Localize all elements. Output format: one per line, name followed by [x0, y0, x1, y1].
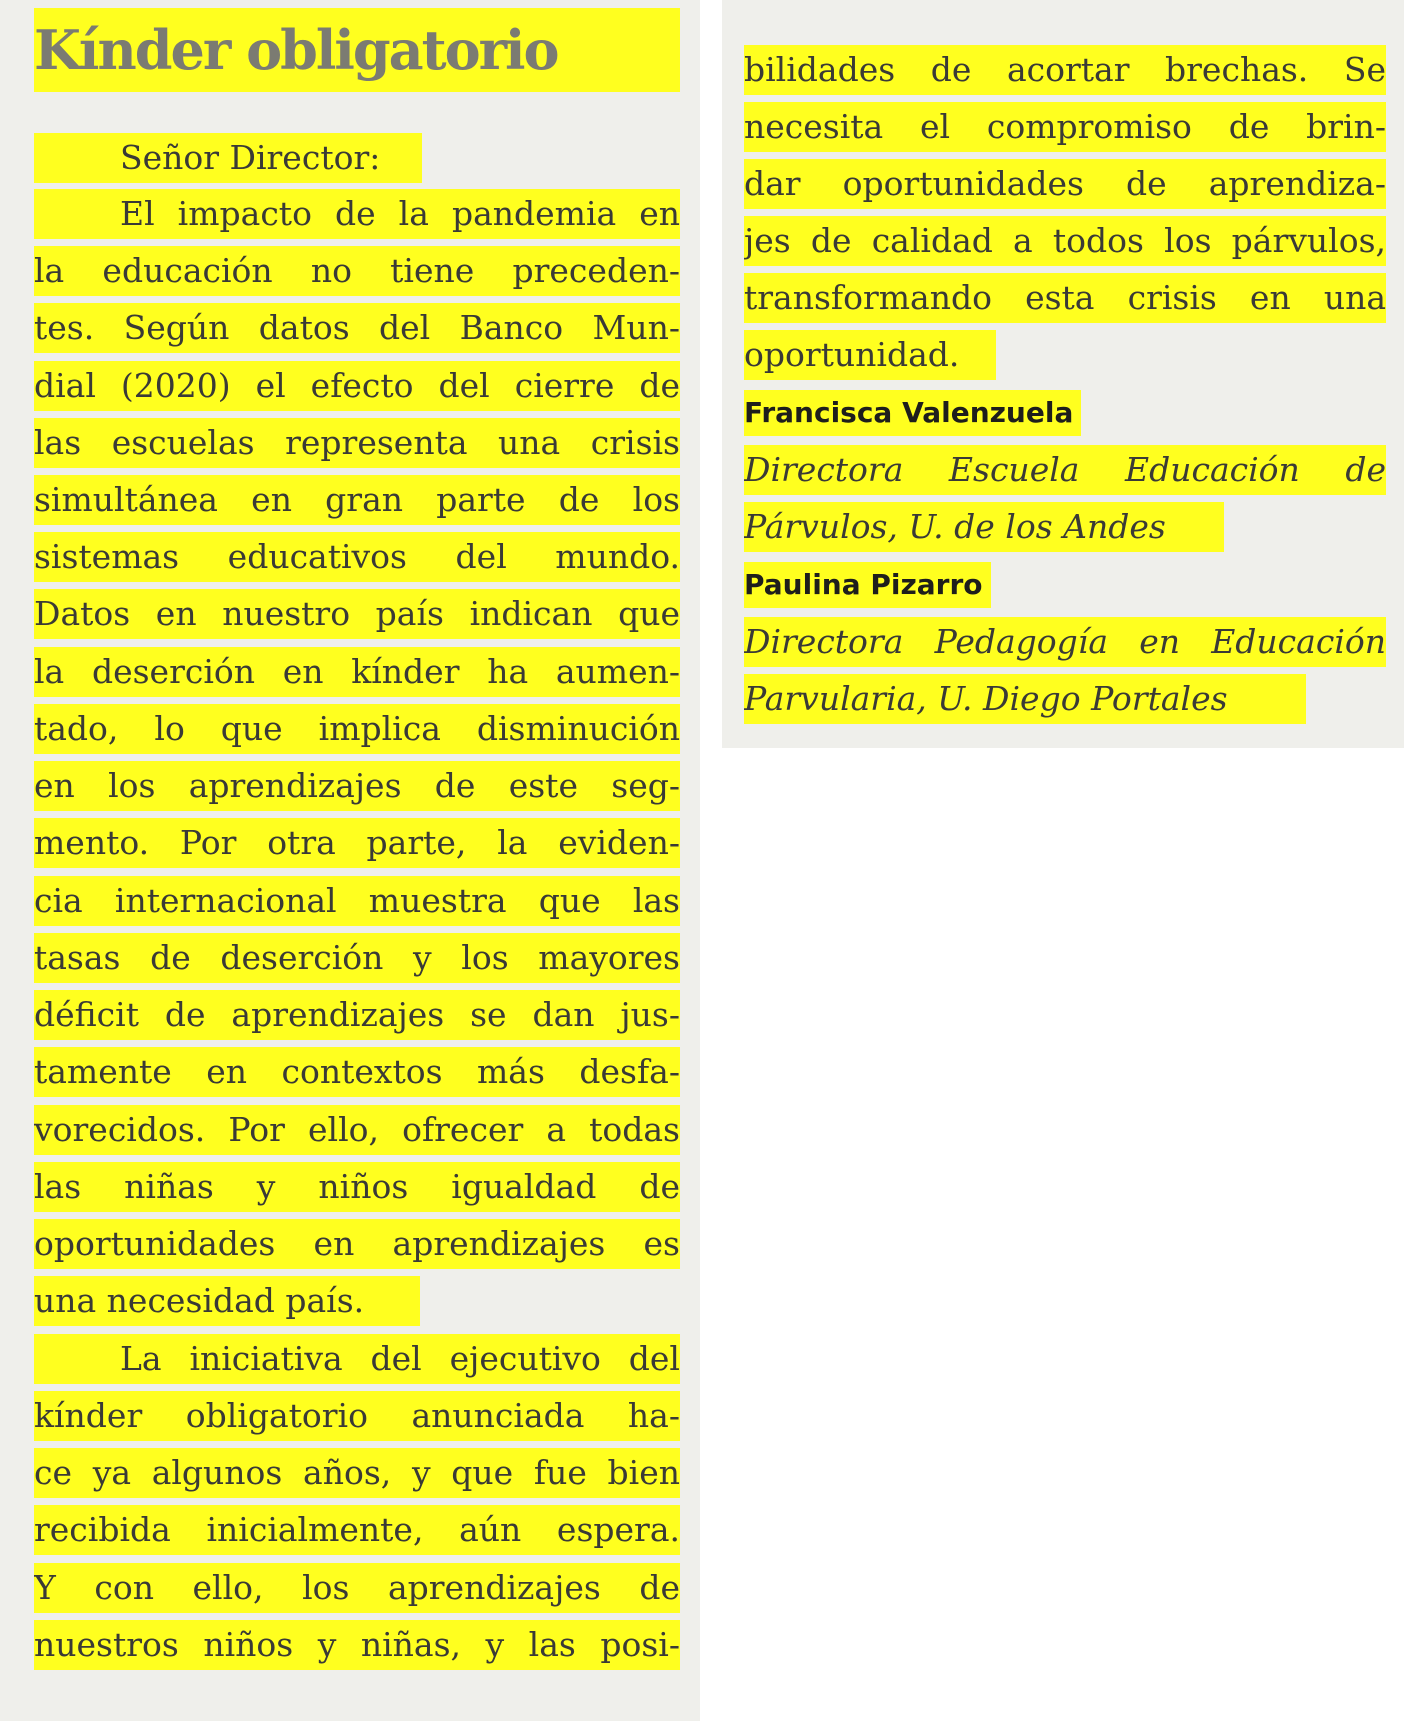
text-line: una necesidad país. [34, 1276, 420, 1326]
text-line: vorecidos. Por ello, ofrecer a todas [34, 1105, 680, 1155]
text-line: la educación no tiene preceden- [34, 246, 680, 296]
text-line: mento. Por otra parte, la eviden- [34, 818, 680, 868]
text-line: bilidades de acortar brechas. Se [744, 45, 1386, 95]
text-line: necesita el compromiso de brin- [744, 102, 1386, 152]
text-line: tes. Según datos del Banco Mun- [34, 303, 680, 353]
text-line: en los aprendizajes de este seg- [34, 761, 680, 811]
signatory-role: Parvularia, U. Diego Portales [744, 674, 1306, 724]
text-line: tado, lo que implica disminución [34, 704, 680, 754]
signatory-role: Directora Pedagogía en Educación [744, 617, 1386, 667]
text-line: sistemas educativos del mundo. [34, 532, 680, 582]
text-line: oportunidades en aprendizajes es [34, 1219, 680, 1269]
text-line: kínder obligatorio anunciada ha- [34, 1391, 680, 1441]
text-line: Datos en nuestro país indican que [34, 589, 680, 639]
signatory-role: Párvulos, U. de los Andes [744, 502, 1224, 552]
text-line: oportunidad. [744, 330, 996, 380]
text-line: jes de calidad a todos los párvulos, [744, 216, 1386, 266]
text-line: Y con ello, los aprendizajes de [34, 1563, 680, 1613]
text-line: cia internacional muestra que las [34, 876, 680, 926]
signatory-name: Paulina Pizarro [744, 562, 991, 608]
text-line: las niñas y niños igualdad de [34, 1162, 680, 1212]
text-line: nuestros niños y niñas, y las posi- [34, 1620, 680, 1670]
text-line: tamente en contextos más desfa- [34, 1047, 680, 1097]
letter-headline: Kínder obligatorio [34, 8, 680, 92]
salutation: Señor Director: [34, 133, 422, 183]
text-line: recibida inicialmente, aún espera. [34, 1505, 680, 1555]
text-line: ce ya algunos años, y que fue bien [34, 1448, 680, 1498]
text-line: la deserción en kínder ha aumen- [34, 647, 680, 697]
text-line: tasas de deserción y los mayores [34, 933, 680, 983]
signatory-role: Directora Escuela Educación de [744, 445, 1386, 495]
text-line: El impacto de la pandemia en [34, 189, 680, 239]
text-line: La iniciativa del ejecutivo del [34, 1334, 680, 1384]
text-line: transformando esta crisis en una [744, 273, 1386, 323]
text-line: déficit de aprendizajes se dan jus- [34, 990, 680, 1040]
text-line: simultánea en gran parte de los [34, 475, 680, 525]
text-line: dial (2020) el efecto del cierre de [34, 361, 680, 411]
text-line: dar oportunidades de aprendiza- [744, 159, 1386, 209]
text-line: las escuelas representa una crisis [34, 418, 680, 468]
signatory-name: Francisca Valenzuela [744, 390, 1081, 436]
